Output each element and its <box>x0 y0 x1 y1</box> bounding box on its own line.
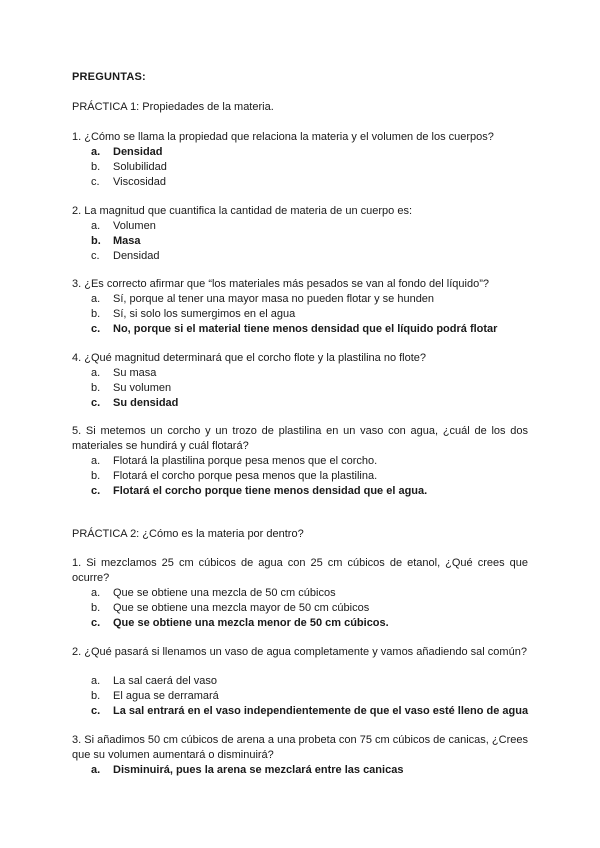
practice-2-title: PRÁCTICA 2: ¿Cómo es la materia por dentro? <box>72 528 304 540</box>
option: a. La sal caerá del vaso <box>91 675 217 687</box>
p1-q2-options <box>91 219 159 264</box>
option: c. Densidad <box>91 250 160 262</box>
option: a. Densidad <box>91 146 163 158</box>
page-heading: PREGUNTAS: <box>72 71 146 83</box>
p1-q4-options <box>91 366 178 411</box>
option: b. Masa <box>91 235 141 247</box>
p1-question-5: 5. Si metemos un corcho y un trozo de plastilina en un vaso con agua, ¿cuál de los dos materiales se hundirá y cuál flotará? <box>72 425 528 452</box>
p1-q3-options <box>91 292 497 337</box>
p1-question-3: 3. ¿Es correcto afirmar que “los materiales más pesados se van al fondo del líquido”? <box>72 278 489 290</box>
option: b. Sí, si solo los sumergimos en el agua <box>91 308 296 320</box>
option: c. Flotará el corcho porque tiene menos densidad que el agua. <box>91 485 428 497</box>
option: b. Solubilidad <box>91 161 167 173</box>
p1-question-4: 4. ¿Qué magnitud determinará que el corcho flote y la plastilina no flote? <box>72 352 427 364</box>
p1-q5-options <box>91 454 427 499</box>
option: a. Su masa <box>91 367 157 379</box>
p1-question-2: 2. La magnitud que cuantifica la cantidad de materia de un cuerpo es: <box>72 205 413 217</box>
p2-question-3: 3. Si añadimos 50 cm cúbicos de arena a una probeta con 75 cm cúbicos de canicas, ¿Crees que su volumen aumentará o disminuirá? <box>72 734 528 761</box>
option: c. No, porque si el material tiene menos densidad que el líquido podrá flotar <box>91 323 498 335</box>
option: c. Viscosidad <box>91 176 166 188</box>
p2-q1-options <box>91 586 389 631</box>
p1-question-1: 1. ¿Cómo se llama la propiedad que relaciona la materia y el volumen de los cuerpos? <box>72 131 494 143</box>
option: b. Que se obtiene una mezcla mayor de 50 cm cúbicos <box>91 602 370 614</box>
p2-question-2: 2. ¿Qué pasará si llenamos un vaso de agua completamente y vamos añadiendo sal común? <box>72 646 527 658</box>
option: c. Que se obtiene una mezcla menor de 50 cm cúbicos. <box>91 617 389 629</box>
p2-q3-options <box>91 763 403 778</box>
option: b. Flotará el corcho porque pesa menos que la plastilina. <box>91 470 378 482</box>
practice-1-title: PRÁCTICA 1: Propiedades de la materia. <box>72 101 274 113</box>
option: a. Disminuirá, pues la arena se mezclará entre las canicas <box>91 764 404 776</box>
option: c. Su densidad <box>91 397 179 409</box>
option: a. Volumen <box>91 220 156 232</box>
option: b. El agua se derramará <box>91 690 219 702</box>
p2-question-1: 1. Si mezclamos 25 cm cúbicos de agua con 25 cm cúbicos de etanol, ¿Qué crees que ocurre? <box>72 557 528 584</box>
option: b. Su volumen <box>91 382 172 394</box>
p1-q1-options <box>91 145 167 190</box>
option: a. Flotará la plastilina porque pesa menos que el corcho. <box>91 455 378 467</box>
p2-q2-options <box>91 674 528 719</box>
option: a. Que se obtiene una mezcla de 50 cm cúbicos <box>91 587 336 599</box>
option: c. La sal entrará en el vaso independientemente de que el vaso esté lleno de agua <box>91 705 529 717</box>
option: a. Sí, porque al tener una mayor masa no pueden flotar y se hunden <box>91 293 435 305</box>
